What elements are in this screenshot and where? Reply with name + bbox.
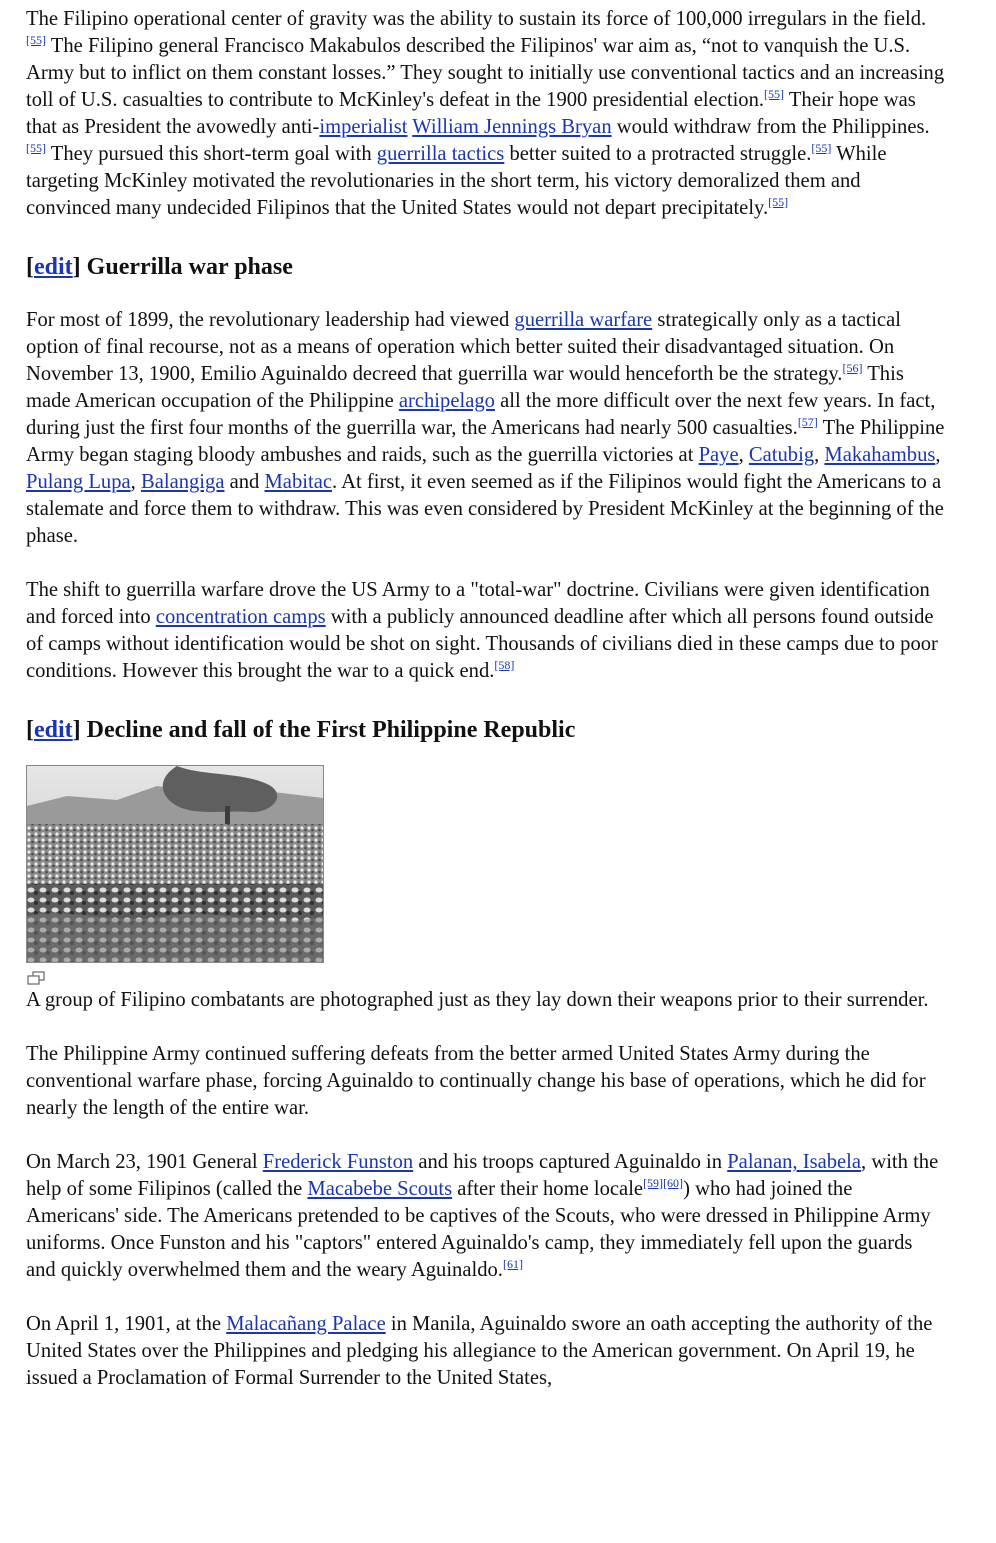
link-guerrilla-tactics[interactable]: guerrilla tactics <box>376 143 505 165</box>
link-macabebe-scouts[interactable]: Macabebe Scouts <box>307 1178 453 1200</box>
link-guerrilla-warfare[interactable]: guerrilla warfare <box>514 309 653 331</box>
paragraph-capture-of-aguinaldo: On March 23, 1901 General Frederick Funston and his troops captured Aguinaldo in Palanan, Isabela, with the help of some Filipinos (called the Macabebe Scouts after their home locale[59][60]) who had joined the Americans' side. The Americans pretended to be captives of the Scouts, who were dressed in Philippine Army uniforms. Once Funston and his "captors" entered Aguinaldo's camp, they immediately fell upon the guards and quickly overwhelmed them and the weary Aguinaldo.[61] <box>26 1151 939 1281</box>
link-pulang-lupa[interactable]: Pulang Lupa <box>26 471 131 493</box>
section-heading-decline-and-fall: [edit] Decline and fall of the First Philippine Republic <box>26 717 576 743</box>
section-heading-guerrilla-war-phase: [edit] Guerrilla war phase <box>26 254 293 280</box>
link-palanan-isabela[interactable]: Palanan, Isabela <box>727 1151 862 1173</box>
surrender-photo[interactable] <box>26 765 324 963</box>
citation-57[interactable]: [57] <box>797 415 818 430</box>
link-paye[interactable]: Paye <box>698 444 739 466</box>
article-body <box>26 6 946 1392</box>
paragraph-oath-of-allegiance: On April 1, 1901, at the Malacañang Palace in Manila, Aguinaldo swore an oath accepting the authority of the United States over the Philippines and pledging his allegiance to the American government. On April 19, he issued a Proclamation of Formal Surrender to the United States, <box>26 1313 933 1389</box>
citation-55[interactable]: [55] <box>26 141 46 156</box>
link-concentration-camps[interactable]: concentration camps <box>155 606 326 628</box>
link-catubig[interactable]: Catubig <box>748 444 815 466</box>
edit-link[interactable]: edit <box>34 254 73 280</box>
enlarge-icon[interactable] <box>26 971 46 985</box>
citation-55[interactable]: [55] <box>26 33 46 48</box>
link-makahambus[interactable]: Makahambus <box>824 444 936 466</box>
figure-caption: A group of Filipino combatants are photographed just as they lay down their weapons prior to their surrender. <box>26 989 929 1011</box>
edit-link[interactable]: edit <box>34 717 73 743</box>
citation-58[interactable]: [58] <box>494 658 515 673</box>
link-mabitac[interactable]: Mabitac <box>264 471 332 493</box>
citation-59[interactable]: [59] <box>643 1176 664 1191</box>
citation-61[interactable]: [61] <box>502 1257 523 1272</box>
paragraph-center-of-gravity: The Filipino operational center of gravity was the ability to sustain its force of 100,000 irregulars in the field.[55] The Filipino general Francisco Makabulos described the Filipinos' war aim as, “not to vanquish the U.S. Army but to inflict on them constant losses.” They sought to initially use conventional tactics and an increasing toll of U.S. casualties to contribute to McKinley's defeat in the 1900 presidential election.[55] Their hope was that as President the avowedly anti-imperialist William Jennings Bryan would withdraw from the Philippines.[55] They pursued this short-term goal with guerrilla tactics better suited to a protracted struggle.[55] While targeting McKinley motivated the revolutionaries in the short term, his victory demoralized them and convinced many undecided Filipinos that the United States would not depart precipitately.[55] <box>26 8 945 219</box>
link-william-jennings-bryan[interactable]: William Jennings Bryan <box>412 116 612 138</box>
paragraph-continued-defeats: The Philippine Army continued suffering defeats from the better armed United States Army during the conventional warfare phase, forcing Aguinaldo to continually change his base of operations, which he did for nearly the length of the entire war. <box>26 1043 926 1119</box>
citation-60[interactable]: [60] <box>663 1176 684 1191</box>
citation-55[interactable]: [55] <box>768 195 789 210</box>
paragraph-total-war: The shift to guerrilla warfare drove the US Army to a "total-war" doctrine. Civilians were given identification and forced into concentration camps with a publicly announced deadline after which all persons found outside of camps without identification would be shot on sight. Thousands of civilians died in these camps due to poor conditions. However this brought the war to a quick end.[58] <box>26 579 938 682</box>
figure-surrender <box>26 765 946 985</box>
link-archipelago[interactable]: archipelago <box>398 390 495 412</box>
link-frederick-funston[interactable]: Frederick Funston <box>262 1151 414 1173</box>
citation-56[interactable]: [56] <box>842 361 863 376</box>
citation-55[interactable]: [55] <box>764 87 785 102</box>
link-balangiga[interactable]: Balangiga <box>140 471 225 493</box>
paragraph-guerrilla-strategy: For most of 1899, the revolutionary leadership had viewed guerrilla warfare strategically only as a tactical option of final recourse, not as a means of operation which better suited their disadvantaged situation. On November 13, 1900, Emilio Aguinaldo decreed that guerrilla war would henceforth be the strategy.[56] This made American occupation of the Philippine archipelago all the more difficult over the next few years. In fact, during just the first four months of the guerrilla war, the Americans had nearly 500 casualties.[57] The Philippine Army began staging bloody ambushes and raids, such as the guerrilla victories at Paye, Catubig, Makahambus, Pulang Lupa, Balangiga and Mabitac. At first, it even seemed as if the Filipinos would fight the Americans to a stalemate and force them to withdraw. This was even considered by President McKinley at the beginning of the phase. <box>26 309 945 547</box>
link-imperialist[interactable]: imperialist <box>319 116 408 138</box>
citation-55[interactable]: [55] <box>811 141 832 156</box>
link-malacanang-palace[interactable]: Malacañang Palace <box>226 1313 386 1335</box>
